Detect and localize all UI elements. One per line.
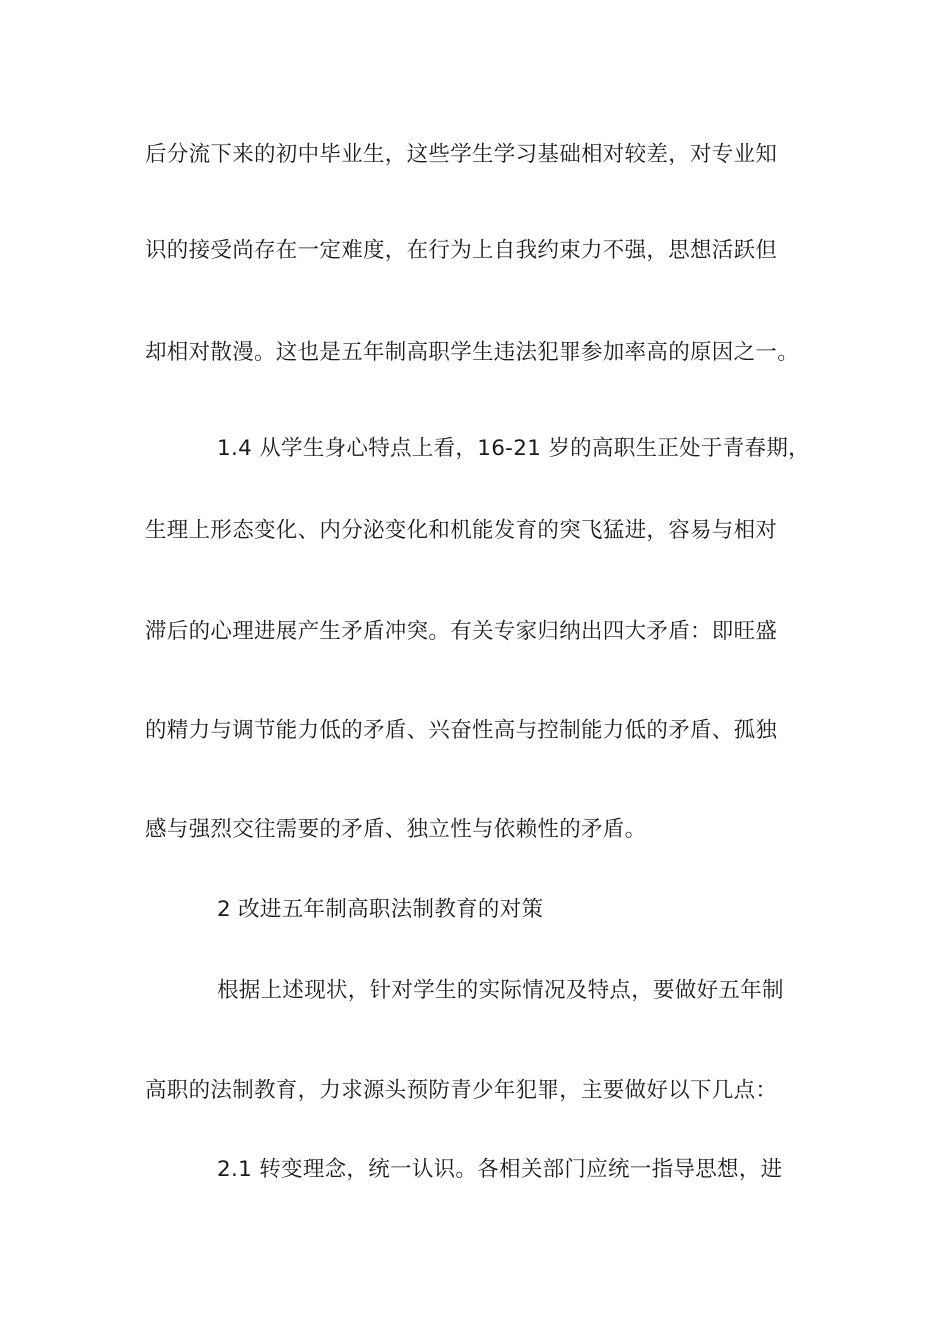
paragraph-line: 的精力与调节能力低的矛盾、兴奋性高与控制能力低的矛盾、孤独 xyxy=(145,718,778,743)
paragraph-line: 滞后的心理进展产生矛盾冲突。有关专家归纳出四大矛盾：即旺盛 xyxy=(145,619,778,644)
paragraph-line: 高职的法制教育，力求源头预防青少年犯罪，主要做好以下几点： xyxy=(145,1078,778,1103)
paragraph-line: 感与强烈交往需要的矛盾、独立性与依赖性的矛盾。 xyxy=(145,817,647,842)
section-heading-1-4: 1.4 从学生身心特点上看，16-21 岁的高职生正处于青春期， xyxy=(217,436,810,461)
paragraph-line: 根据上述现状，针对学生的实际情况及特点，要做好五年制 xyxy=(217,978,784,1003)
paragraph-line: 生理上形态变化、内分泌变化和机能发育的突飞猛进，容易与相对 xyxy=(145,518,778,543)
section-heading-2: 2 改进五年制高职法制教育的对策 xyxy=(217,897,544,922)
paragraph-line: 识的接受尚存在一定难度，在行为上自我约束力不强，思想活跃但 xyxy=(145,238,778,263)
paragraph-line: 却相对散漫。这也是五年制高职学生违法犯罪参加率高的原因之一。 xyxy=(145,340,800,365)
section-heading-2-1: 2.1 转变理念，统一认识。各相关部门应统一指导思想，进 xyxy=(217,1157,783,1182)
paragraph-line: 后分流下来的初中毕业生，这些学生学习基础相对较差，对专业知 xyxy=(145,142,778,167)
